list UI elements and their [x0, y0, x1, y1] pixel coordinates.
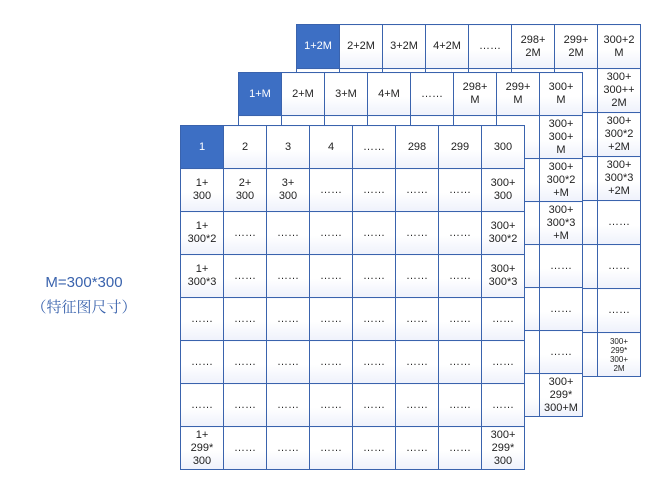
grid-cell: …… [267, 255, 310, 298]
grid-cell: …… [181, 298, 224, 341]
grid-cell: …… [310, 255, 353, 298]
grid-cell: 3+M [325, 73, 368, 116]
grid-cell: …… [224, 341, 267, 384]
grid-cell: 4+2M [426, 25, 469, 69]
grid-cell: 300+ 300*3 [482, 255, 525, 298]
grid-cell: 1+ 300*2 [181, 212, 224, 255]
grid-cell: …… [482, 341, 525, 384]
grid-cell: …… [396, 255, 439, 298]
grid-cell: …… [540, 331, 583, 374]
grid-cell: …… [439, 212, 482, 255]
grid-cell: …… [353, 126, 396, 169]
grid-cell: …… [181, 341, 224, 384]
grid-cell: 299+ M [497, 73, 540, 116]
grid-cell: …… [353, 169, 396, 212]
grid-cell: …… [310, 298, 353, 341]
grid-row [181, 169, 525, 212]
grid-cell: …… [267, 384, 310, 427]
grid-cell: …… [224, 384, 267, 427]
grid-cell: 300+ 300 [482, 169, 525, 212]
caption-subtitle: （特征图尺寸） [31, 299, 137, 316]
grid-cell: …… [353, 298, 396, 341]
caption-formula: M=300*300 [45, 274, 123, 291]
grid-row [181, 126, 525, 169]
grid-cell: 300+ 300*3 +2M [598, 157, 641, 201]
grid-cell: 300+ M [540, 73, 583, 116]
grid-cell: …… [224, 298, 267, 341]
grid-row [239, 73, 583, 116]
grid-cell: 1+ 300*3 [181, 255, 224, 298]
grid-cell: …… [353, 427, 396, 470]
grid-row [181, 212, 525, 255]
grid-cell: 1+2M [297, 25, 340, 69]
grid-cell: …… [540, 245, 583, 288]
grid-cell: …… [540, 288, 583, 331]
grid-cell: 300+ 300*3 +M [540, 202, 583, 245]
grid-cell: …… [310, 427, 353, 470]
grid-cell: 1+M [239, 73, 282, 116]
grid-cell: …… [439, 341, 482, 384]
grid-cell: …… [396, 212, 439, 255]
grid-cell: …… [396, 341, 439, 384]
grid-cell: …… [439, 427, 482, 470]
grid-cell: 300+ 300*2 +M [540, 159, 583, 202]
grid-cell: 300+ 299* 300+M [540, 374, 583, 417]
grid-cell: …… [482, 384, 525, 427]
grid-cell: …… [411, 73, 454, 116]
grid-cell: 2+ 300 [224, 169, 267, 212]
grid-cell: 300+ 300+ M [540, 116, 583, 159]
grid-cell: …… [353, 384, 396, 427]
grid-cell: 1+ 299* 300 [181, 427, 224, 470]
grid-cell: …… [224, 427, 267, 470]
grid-cell: …… [310, 212, 353, 255]
grid-cell: 2+M [282, 73, 325, 116]
grid-cell: …… [598, 201, 641, 245]
grid-cell: …… [469, 25, 512, 69]
grid-row [181, 341, 525, 384]
grid-cell: …… [439, 298, 482, 341]
grid-row [181, 427, 525, 470]
grid-cell: …… [353, 255, 396, 298]
grid-cell: …… [310, 341, 353, 384]
grid-cell: …… [396, 169, 439, 212]
grid-cell: 298+ 2M [512, 25, 555, 69]
grid-cell: 3 [267, 126, 310, 169]
grid-cell: …… [267, 427, 310, 470]
grid-cell: …… [267, 341, 310, 384]
grid-cell: …… [598, 245, 641, 289]
grid-cell: …… [224, 255, 267, 298]
grid-cell: 3+ 300 [267, 169, 310, 212]
grid-cell: 298+ M [454, 73, 497, 116]
grid-cell: …… [267, 298, 310, 341]
grid-cell: …… [439, 169, 482, 212]
grid-cell: 4 [310, 126, 353, 169]
grid-cell: 298 [396, 126, 439, 169]
grid-cell: …… [353, 341, 396, 384]
grid-cell: 299 [439, 126, 482, 169]
feature-map-layer-base [180, 125, 525, 470]
grid-cell: 300+ 300*2 +2M [598, 113, 641, 157]
grid-cell: …… [310, 169, 353, 212]
grid-cell: …… [598, 289, 641, 333]
grid-row [181, 298, 525, 341]
grid-cell: 1+ 300 [181, 169, 224, 212]
grid-cell: …… [267, 212, 310, 255]
grid-cell: 300+ 299* 300+ 2M [598, 333, 641, 377]
grid-cell: …… [310, 384, 353, 427]
grid-cell: 4+M [368, 73, 411, 116]
grid-cell: …… [181, 384, 224, 427]
grid-cell: 3+2M [383, 25, 426, 69]
grid-cell: 2+2M [340, 25, 383, 69]
grid-cell: 2 [224, 126, 267, 169]
grid-cell: …… [224, 212, 267, 255]
grid-cell: 300+ 299* 300 [482, 427, 525, 470]
grid-cell: 300+2 M [598, 25, 641, 69]
grid-cell: …… [353, 212, 396, 255]
grid-cell: 300+ 300*2 [482, 212, 525, 255]
grid-cell: 299+ 2M [555, 25, 598, 69]
grid-cell: …… [439, 384, 482, 427]
grid-cell: 300+ 300++ 2M [598, 69, 641, 113]
grid-cell: …… [482, 298, 525, 341]
grid-cell: …… [396, 384, 439, 427]
grid-cell: …… [396, 427, 439, 470]
grid-cell: …… [439, 255, 482, 298]
grid-cell: …… [396, 298, 439, 341]
grid-row [181, 255, 525, 298]
grid-row [297, 25, 641, 69]
grid-cell: 1 [181, 126, 224, 169]
grid-cell: 300 [482, 126, 525, 169]
grid-row [181, 384, 525, 427]
